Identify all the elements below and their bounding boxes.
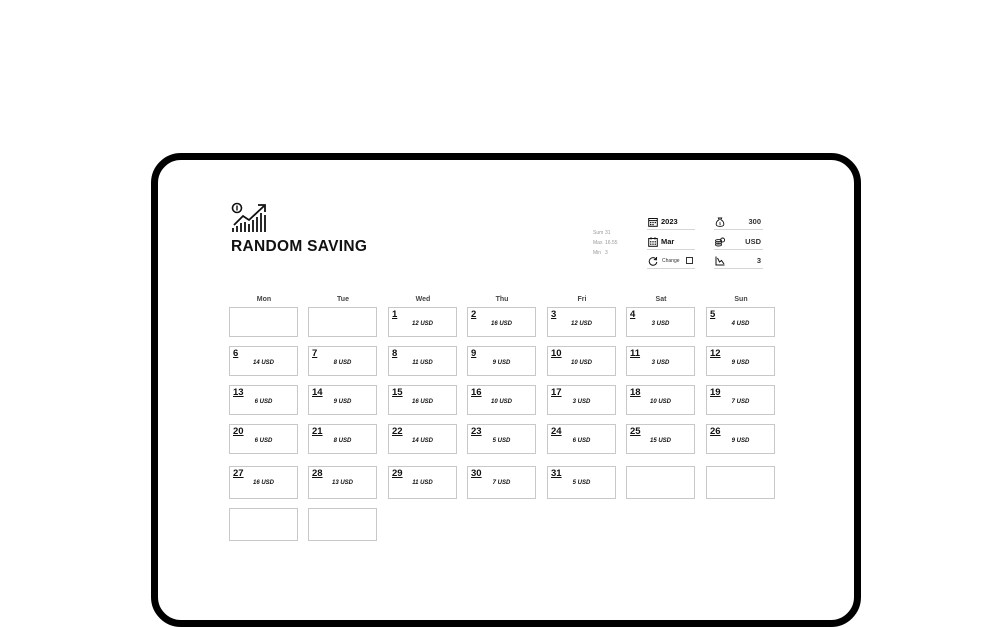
month-selector[interactable] — [647, 235, 695, 250]
stat-key: Min — [593, 250, 602, 256]
saving-amount: 9 USD — [333, 399, 352, 405]
min-amount-field[interactable] — [714, 254, 763, 269]
calendar-cell[interactable] — [308, 466, 377, 499]
calendar-cell[interactable] — [229, 346, 298, 376]
day-number: 8 — [392, 348, 398, 359]
calendar-cell[interactable] — [626, 424, 695, 454]
saving-amount: 5 USD — [492, 438, 511, 444]
stat-row-min — [593, 248, 608, 258]
calendar-cell[interactable] — [547, 385, 616, 415]
saving-amount: 16 USD — [490, 321, 512, 327]
saving-amount: 16 USD — [252, 480, 274, 486]
calendar-cell[interactable] — [467, 307, 536, 337]
weekday-mon: Mon — [256, 296, 272, 303]
day-number: 19 — [710, 387, 721, 398]
calendar-cell[interactable] — [706, 385, 775, 415]
currency-value: USD — [745, 237, 761, 246]
stat-key: Max — [593, 240, 603, 246]
stat-value: 3 — [605, 250, 608, 256]
saving-amount: 3 USD — [572, 399, 591, 405]
month-value: Mar — [661, 237, 675, 246]
stat-value: 16.55 — [605, 240, 618, 246]
year-value: 2023 — [661, 217, 678, 226]
calendar-cell[interactable] — [547, 307, 616, 337]
calendar-cell[interactable] — [308, 346, 377, 376]
calendar-cell[interactable] — [229, 508, 298, 541]
saving-amount: 12 USD — [411, 321, 433, 327]
weekday-sun: Sun — [734, 296, 748, 303]
calendar-cell[interactable] — [388, 346, 457, 376]
day-number: 5 — [710, 309, 716, 320]
weekday-tue: Tue — [337, 296, 349, 303]
calendar-cell[interactable] — [229, 466, 298, 499]
change-toggle[interactable] — [647, 254, 695, 269]
calendar-cell[interactable] — [308, 508, 377, 541]
day-number: 15 — [392, 387, 403, 398]
saving-amount: 8 USD — [333, 438, 352, 444]
day-number: 11 — [630, 348, 641, 359]
saving-amount: 12 USD — [570, 321, 592, 327]
weekday-sat: Sat — [655, 296, 667, 303]
calendar-cell[interactable] — [467, 424, 536, 454]
calendar-cell[interactable] — [706, 466, 775, 499]
goal-field[interactable] — [714, 215, 763, 230]
page-title: RANDOM SAVING — [231, 238, 368, 255]
calendar-cell[interactable] — [626, 466, 695, 499]
day-number: 20 — [233, 426, 244, 437]
calendar-cell[interactable] — [229, 385, 298, 415]
calendar-cell[interactable] — [388, 424, 457, 454]
day-number: 24 — [551, 426, 562, 437]
day-number: 25 — [630, 426, 641, 437]
day-number: 4 — [630, 309, 636, 320]
saving-amount: 14 USD — [411, 438, 433, 444]
saving-amount: 3 USD — [651, 360, 670, 366]
calendar-cell[interactable] — [467, 466, 536, 499]
day-number: 21 — [312, 426, 323, 437]
refresh-icon — [648, 256, 658, 266]
saving-amount: 10 USD — [490, 399, 512, 405]
saving-amount: 7 USD — [492, 480, 511, 486]
weekday-wed: Wed — [415, 296, 431, 303]
saving-amount: 11 USD — [412, 480, 433, 486]
growth-chart-icon — [231, 201, 269, 233]
calendar-cell[interactable] — [388, 466, 457, 499]
stat-key: Sum — [593, 230, 604, 236]
day-number: 14 — [312, 387, 323, 398]
saving-amount: 6 USD — [254, 399, 273, 405]
goal-value: 300 — [748, 217, 761, 226]
saving-amount: 9 USD — [731, 360, 750, 366]
day-number: 9 — [471, 348, 477, 359]
calendar-icon — [648, 217, 658, 227]
day-number: 27 — [233, 468, 244, 479]
min-amount-value: 3 — [756, 256, 761, 265]
day-number: 26 — [710, 426, 721, 437]
calendar-cell[interactable] — [308, 424, 377, 454]
saving-amount: 9 USD — [492, 360, 511, 366]
calendar-cell[interactable] — [388, 385, 457, 415]
day-number: 17 — [551, 387, 562, 398]
saving-amount: 5 USD — [572, 480, 591, 486]
day-number: 31 — [551, 468, 562, 479]
calendar-cell[interactable] — [547, 466, 616, 499]
weekday-thu: Thu — [495, 296, 509, 303]
calendar-cell[interactable] — [547, 424, 616, 454]
svg-text:$: $ — [718, 220, 722, 226]
day-number: 30 — [471, 468, 482, 479]
calendar-cell[interactable] — [706, 424, 775, 454]
calendar-cell[interactable] — [626, 307, 695, 337]
stat-value: 31 — [605, 230, 611, 236]
saving-amount: 7 USD — [731, 399, 750, 405]
saving-amount: 4 USD — [731, 321, 750, 327]
saving-amount: 6 USD — [572, 438, 591, 444]
calendar-month-icon — [648, 237, 658, 247]
day-number: 18 — [630, 387, 641, 398]
day-number: 6 — [233, 348, 239, 359]
saving-amount: 13 USD — [331, 480, 353, 486]
calendar-cell[interactable] — [229, 307, 298, 337]
calendar-cell[interactable] — [547, 346, 616, 376]
saving-amount: 16 USD — [411, 399, 433, 405]
day-number: 28 — [312, 468, 323, 479]
saving-amount: 10 USD — [649, 399, 671, 405]
day-number: 1 — [392, 309, 398, 320]
stat-row-max — [593, 238, 618, 248]
calendar-cell[interactable] — [706, 346, 775, 376]
weekday-fri: Fri — [577, 296, 587, 303]
day-number: 2 — [471, 309, 477, 320]
saving-amount: 11 USD — [412, 360, 433, 366]
calendar-cell[interactable] — [308, 385, 377, 415]
chart-icon — [715, 256, 725, 266]
calendar-cell[interactable] — [467, 346, 536, 376]
stat-row-sum — [593, 228, 611, 238]
day-number: 3 — [551, 309, 557, 320]
money-bag-icon — [715, 217, 725, 227]
day-number: 12 — [710, 348, 721, 359]
day-number: 7 — [312, 348, 318, 359]
calendar-cell[interactable] — [626, 385, 695, 415]
currency-field[interactable] — [714, 235, 763, 250]
day-number: 13 — [233, 387, 244, 398]
change-label: Change — [662, 258, 680, 264]
day-number: 16 — [471, 387, 482, 398]
saving-amount: 6 USD — [254, 438, 273, 444]
saving-amount: 3 USD — [651, 321, 670, 327]
day-number: 22 — [392, 426, 403, 437]
calendar-cell[interactable] — [308, 307, 377, 337]
saving-amount: 9 USD — [731, 438, 750, 444]
year-selector[interactable] — [647, 215, 695, 230]
calendar-cell[interactable] — [706, 307, 775, 337]
day-number: 23 — [471, 426, 482, 437]
day-number: 29 — [392, 468, 403, 479]
change-checkbox[interactable] — [686, 257, 693, 264]
coins-icon — [715, 237, 725, 247]
saving-amount: 15 USD — [649, 438, 671, 444]
calendar-cell[interactable] — [626, 346, 695, 376]
saving-amount: 14 USD — [252, 360, 274, 366]
calendar-cell[interactable] — [388, 307, 457, 337]
calendar-cell[interactable] — [229, 424, 298, 454]
saving-amount: 10 USD — [570, 360, 592, 366]
saving-amount: 8 USD — [333, 360, 352, 366]
calendar-cell[interactable] — [467, 385, 536, 415]
day-number: 10 — [551, 348, 562, 359]
